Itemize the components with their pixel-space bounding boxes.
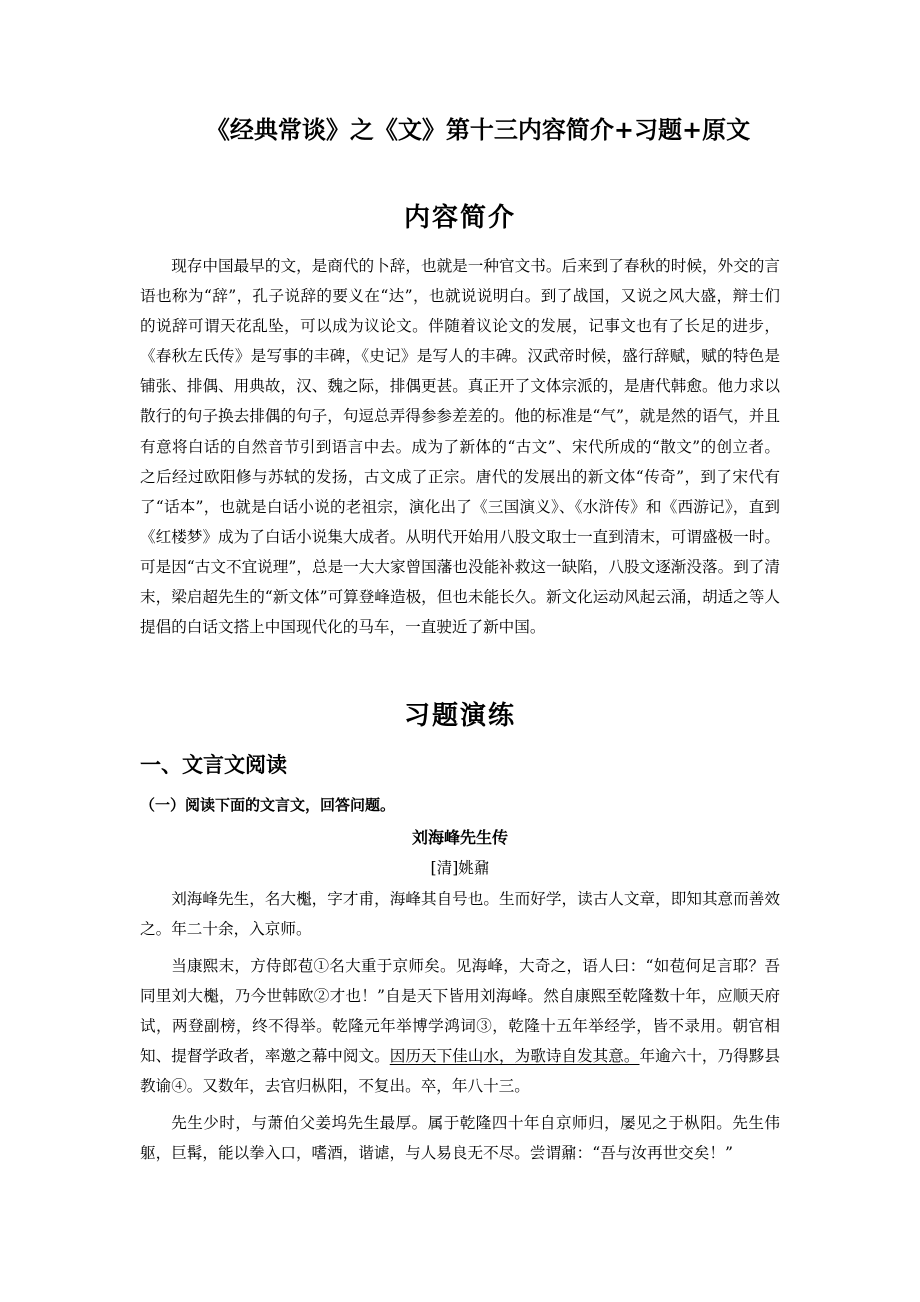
exercise-heading: 习题演练: [403, 701, 516, 731]
paragraph-2-text-after: 年逾六十，乃得黟县教谕④。又数年，去官归枞阳，不复出。卒，年八十三。: [140, 1047, 780, 1096]
sub-heading: （一）阅读下面的文言文，回答问题。: [140, 796, 396, 814]
passage-paragraph-3: 先生少时，与萧伯父姜坞先生最厚。属于乾隆四十年自京师归，屡见之于枞阳。先生伟躯，巨髯，能以拳入口，嗜酒，谐谑，与人易良无不尽。尝谓鼐：“吾与汝再世交矣！”: [140, 1114, 780, 1163]
underlined-sentence: 因历天下佳山水，为歌诗自发其意。: [389, 1047, 640, 1066]
intro-paragraph: 现存中国最早的文，是商代的卜辞，也就是一种官文书。后来到了春秋的时候，外交的言语也称为“辞”，孔子说辞的要义在“达”，也就说说明白。到了战国，又说之风大盛，辩士们的说辞可谓天花乱坠，可以成为议论文。伴随着议论文的发展，记事文也有了长足的进步，《春秋左氏传》是写事的丰碑，《史记》是写人的丰碑。汉武帝时候，盛行辞赋，赋的特色是铺张、排偶、用典故，汉、魏之际，排偶更甚。真正开了文体宗派的，是唐代韩愈。他力求以散行的句子换去排偶的句子，句逗总弄得参参差差的。他的标准是“气”，就是然的语气，并且有意将白话的自然音节引到语言中去。成为了新体的“古文”、宋代所成的“散文”的创立者。之后经过欧阳修与苏轼的发扬，古文成了正宗。唐代的发展出的新文体“传奇”，到了宋代有了“话本”，也就是白话小说的老祖宗，演化出了《三国演义》、《水浒传》和《西游记》，直到《红楼梦》成为了白话小说集大成者。从明代开始用八股文取士一直到清末，可谓盛极一时。可是因“古文不宜说理”，总是一大大家曾国藩也没能补救这一缺陷，八股文逐渐没落。到了清末，梁启超先生的“新文体”可算登峰造极，但也未能长久。新文化运动风起云涌，胡适之等人提倡的白话文搭上中国现代化的马车，一直驶近了新中国。: [140, 257, 780, 637]
passage-paragraph-2: [140, 951, 780, 1101]
document-title: 《经典常谈》之《文》第十三内容简介+习题+原文: [205, 115, 751, 144]
intro-heading: 内容简介: [403, 203, 516, 233]
passage-author: [清]姚鼐: [430, 859, 490, 877]
part-heading: 一、文言文阅读: [140, 753, 287, 777]
passage-title: 刘海峰先生传: [411, 828, 508, 847]
passage-paragraph-1: 刘海峰先生，名大櫆，字才甫，海峰其自号也。生而好学，读古人文章，即知其意而善效之。年二十余，入京师。: [140, 890, 780, 939]
paragraph-2-text-before: 当康熙末，方侍郎苞①名大重于京师矣。见海峰，大奇之，语人曰：“如苞何足言耶？吾同里刘大櫆，乃今世韩欧②才也！”自是天下皆用刘海峰。然自康熙至乾隆数十年，应顺天府试，两登副榜，终不得举。乾隆元年举博学鸿词③，乾隆十五年举经学，皆不录用。朝官相知、提督学政者，率邀之幕中阅文。: [140, 957, 780, 1066]
